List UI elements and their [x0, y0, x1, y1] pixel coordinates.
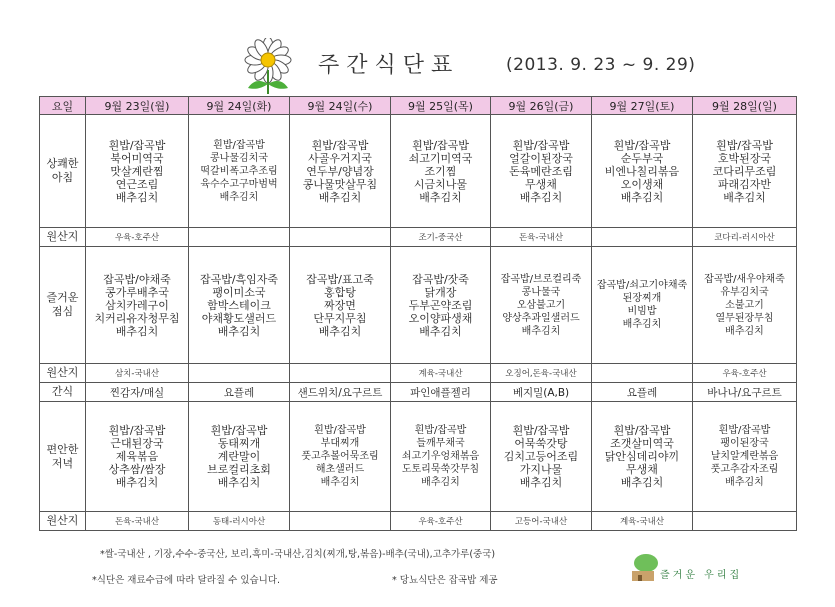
menu-item: 잡곡밥/쇠고기야채죽	[596, 280, 688, 291]
origin-cell: 고등어-국내산	[491, 512, 592, 531]
snack-cell: 베지밀(A,B)	[491, 383, 592, 402]
menu-item: 짜장면	[324, 298, 356, 312]
weekly-menu-table	[39, 96, 797, 531]
menu-item: 오이양파생채	[408, 311, 473, 325]
menu-item: 야채황도샐러드	[201, 311, 277, 325]
menu-item: 닭안심데리야끼	[604, 450, 680, 463]
breakfast-label: 상쾌한 아침	[40, 115, 86, 228]
breakfast-cell	[592, 115, 693, 228]
menu-item: 코다리무조림	[712, 164, 777, 178]
menu-item: 부대찌개	[320, 438, 360, 449]
menu-item: 가지나물	[519, 463, 563, 476]
breakfast-origin-row	[40, 228, 797, 247]
origin-cell: 우육-호주산	[693, 364, 797, 383]
menu-item: 흰밥/잡곡밥	[213, 139, 265, 151]
origin-cell: 우육-호주산	[391, 512, 491, 531]
menu-item: 배추김치	[620, 190, 664, 204]
menu-item: 무생채	[626, 463, 658, 476]
menu-item: 해초샐러드	[315, 464, 365, 475]
menu-item: 동태찌개	[217, 437, 261, 450]
day-header: 9월 25일(목)	[391, 97, 491, 115]
dinner-cell	[693, 402, 797, 512]
lunch-cell	[491, 247, 592, 364]
menu-item: 날치알계란볶음	[710, 451, 779, 462]
snack-cell: 찐감자/매실	[86, 383, 189, 402]
menu-item: 콩나물김치국	[210, 152, 268, 164]
menu-item: 잡곡밥/흑임자죽	[199, 272, 279, 286]
menu-item: 잡곡밥/새우야채죽	[704, 273, 785, 285]
snack-cell: 파인애플젤리	[391, 383, 491, 402]
menu-item: 비빔밥	[627, 306, 657, 317]
menu-item: 오이생채	[620, 177, 664, 191]
menu-item: 순두부국	[620, 151, 664, 165]
snack-cell: 요플레	[189, 383, 290, 402]
menu-item: 콩가루배추국	[105, 285, 169, 299]
menu-item: 계란말이	[217, 450, 261, 463]
menu-item: 흰밥/잡곡밥	[414, 425, 467, 436]
menu-item: 조기찜	[424, 164, 457, 178]
day-header: 9월 27일(토)	[592, 97, 693, 115]
lunch-origin-row	[40, 364, 797, 383]
menu-item: 배추김치	[521, 325, 561, 337]
origin-cell: 계육-국내산	[391, 364, 491, 383]
menu-item: 배추김치	[419, 190, 462, 204]
menu-item: 쇠고기미역국	[408, 151, 473, 165]
menu-item: 배추김치	[519, 476, 563, 489]
flower-icon	[228, 38, 308, 94]
menu-item: 사골우거지국	[308, 151, 372, 165]
menu-item: 파래김자반	[717, 177, 772, 191]
menu-item: 쇠고기우엉채볶음	[401, 451, 480, 462]
lunch-cell	[290, 247, 391, 364]
menu-item: 배추김치	[217, 324, 261, 338]
menu-item: 닭개장	[424, 285, 457, 299]
origin-cell: 코다리-러시아산	[693, 228, 797, 247]
menu-item: 잡곡밥/브로컬리죽	[500, 273, 582, 285]
snack-cell: 바나나/요구르트	[693, 383, 797, 402]
origin-cell: 돈육-국내산	[86, 512, 189, 531]
menu-item: 얼갈이된장국	[509, 151, 573, 165]
lunch-cell	[693, 247, 797, 364]
menu-item: 떡갈비폭고추조림	[200, 165, 278, 177]
snack-cell: 샌드위치/요구르트	[290, 383, 391, 402]
menu-item: 팽이된장국	[720, 438, 769, 449]
menu-item: 흰밥/잡곡밥	[613, 138, 671, 152]
diabetes-note: * 당뇨식단은 잡곡밥 제공	[392, 575, 498, 586]
day-header: 9월 28일(일)	[693, 97, 797, 115]
menu-item: 브로컬리초회	[207, 463, 271, 476]
menu-item: 상추쌈/쌈장	[108, 463, 166, 476]
menu-item: 맛살계란찜	[110, 164, 164, 178]
lunch-label: 즐거운 점심	[40, 247, 86, 364]
origin-cell: 돈육-국내산	[491, 228, 592, 247]
menu-item: 열무된장무침	[715, 312, 774, 324]
day-header: 9월 26일(금)	[491, 97, 592, 115]
menu-item: 배추김치	[421, 477, 460, 488]
breakfast-cell	[693, 115, 797, 228]
menu-item: 잡곡밥/표고죽	[306, 272, 374, 286]
origin-cell: 오징어,돈육-국내산	[491, 364, 592, 383]
menu-item: 배추김치	[217, 476, 261, 489]
menu-item: 배추김치	[219, 191, 259, 203]
menu-item: 흰밥/잡곡밥	[512, 424, 570, 437]
menu-item: 들깨무채국	[416, 438, 465, 449]
menu-item: 유부김치국	[720, 286, 769, 298]
menu-item: 호박된장국	[717, 151, 772, 165]
header-label: 요일	[40, 97, 86, 115]
menu-item: 홍합탕	[324, 285, 356, 299]
menu-item: 제육볶음	[115, 450, 159, 463]
breakfast-cell	[391, 115, 491, 228]
menu-item: 시금치나물	[413, 177, 468, 191]
menu-item: 배추김치	[725, 477, 764, 488]
origin-cell: 우육-호주산	[86, 228, 189, 247]
origin-cell: 삼치-국내산	[86, 364, 189, 383]
menu-item: 배추김치	[115, 324, 159, 338]
menu-item: 근대된장국	[110, 437, 164, 450]
snack-label: 간식	[40, 383, 86, 402]
menu-item: 배추김치	[320, 477, 360, 488]
menu-item: 배추김치	[519, 190, 563, 204]
menu-item: 흰밥/잡곡밥	[311, 138, 369, 152]
menu-item: 잡곡밥/잣죽	[412, 272, 469, 286]
menu-item: 배추김치	[622, 319, 662, 330]
dinner-origin-row	[40, 512, 797, 531]
page-title: 주간식단표	[318, 53, 460, 78]
menu-item: 어묵쑥갓탕	[514, 437, 568, 450]
date-range: (2013. 9. 23 ~ 9. 29)	[506, 55, 696, 75]
menu-item: 조갯살미역국	[610, 437, 674, 450]
snack-row	[40, 383, 797, 402]
menu-item: 배추김치	[419, 324, 462, 338]
origin-cell: 동태-러시아산	[189, 512, 290, 531]
menu-item: 배추김치	[723, 190, 766, 204]
origin-cell	[592, 364, 693, 383]
lunch-cell	[592, 247, 693, 364]
day-header: 9월 23일(월)	[86, 97, 189, 115]
origin-cell	[290, 364, 391, 383]
origin-cell: 조기-중국산	[391, 228, 491, 247]
logo-text: 즐거운 우리집	[660, 570, 743, 581]
breakfast-cell	[189, 115, 290, 228]
breakfast-cell	[290, 115, 391, 228]
dinner-cell	[189, 402, 290, 512]
lunch-row	[40, 247, 797, 364]
menu-item: 흰밥/잡곡밥	[108, 424, 166, 437]
menu-item: 돈육메란조림	[509, 164, 573, 178]
menu-item: 단무지무침	[313, 311, 367, 325]
menu-item: 흰밥/잡곡밥	[512, 138, 570, 152]
menu-item: 배추김치	[318, 190, 362, 204]
dinner-cell	[290, 402, 391, 512]
dinner-cell	[391, 402, 491, 512]
menu-item: 무생채	[525, 177, 557, 191]
lunch-cell	[391, 247, 491, 364]
menu-item: 양상추과일샐러드	[502, 312, 580, 324]
origin-cell	[189, 364, 290, 383]
menu-item: 흰밥/잡곡밥	[718, 425, 771, 436]
origin-label: 원산지	[40, 512, 86, 531]
dinner-cell	[86, 402, 189, 512]
menu-item: 배추김치	[725, 325, 764, 337]
breakfast-cell	[491, 115, 592, 228]
menu-item: 오삼불고기	[516, 299, 566, 311]
menu-item: 삼치카레구이	[105, 298, 169, 312]
origins-note: *쌀-국내산 , 기장,수수-중국산, 보리,흑미-국내산,김치(찌개,탕,볶음)-배추(국내),고추가루(중국)	[100, 549, 496, 560]
menu-item: 흰밥/잡곡밥	[613, 424, 671, 437]
menu-item: 배추김치	[115, 476, 159, 489]
menu-item: 배추김치	[620, 476, 664, 489]
menu-item: 연근조림	[115, 177, 159, 191]
dinner-row	[40, 402, 797, 512]
menu-item: 콩나물국	[521, 286, 561, 298]
snack-cell: 요플레	[592, 383, 693, 402]
menu-item: 풋고추볼어묵조림	[301, 451, 379, 462]
menu-item: 잡곡밥/야채죽	[103, 272, 171, 286]
menu-item: 김치고등어조림	[503, 450, 579, 463]
origin-cell: 계육-국내산	[592, 512, 693, 531]
menu-item: 배추김치	[115, 190, 159, 204]
breakfast-row	[40, 115, 797, 228]
dinner-cell	[592, 402, 693, 512]
menu-item: 콩나물맛살무침	[302, 177, 378, 191]
day-header: 9월 24일(수)	[290, 97, 391, 115]
menu-item: 도토리묵쑥갓무침	[401, 464, 480, 475]
dinner-label: 편안한 저녁	[40, 402, 86, 512]
menu-item: 흰밥/잡곡밥	[716, 138, 773, 152]
breakfast-cell	[86, 115, 189, 228]
dinner-cell	[491, 402, 592, 512]
day-header: 9월 24일(화)	[189, 97, 290, 115]
menu-item: 소불고기	[725, 299, 764, 311]
origin-cell	[693, 512, 797, 531]
menu-item: 연두부/양념장	[306, 164, 374, 178]
menu-item: 배추김치	[318, 324, 362, 338]
origin-label: 원산지	[40, 364, 86, 383]
menu-item: 육수수고구마범벅	[200, 178, 278, 190]
menu-item: 치커리유자청무침	[94, 311, 180, 325]
origin-cell	[290, 512, 391, 531]
menu-item: 두부곤약조림	[408, 298, 473, 312]
origin-cell	[189, 228, 290, 247]
menu-item: 흰밥/잡곡밥	[210, 424, 268, 437]
title-area	[0, 0, 835, 96]
menu-item: 풋고추감자조림	[710, 464, 779, 475]
menu-item: 함박스테이크	[207, 298, 271, 312]
lunch-cell	[86, 247, 189, 364]
header-row	[40, 97, 797, 115]
lunch-cell	[189, 247, 290, 364]
menu-item: 북어미역국	[110, 151, 164, 165]
origin-cell	[290, 228, 391, 247]
menu-item: 된장찌개	[622, 293, 662, 304]
supply-note: *식단은 재료수급에 따라 달라질 수 있습니다.	[92, 575, 281, 586]
menu-item: 흰밥/잡곡밥	[314, 425, 366, 436]
menu-item: 팽이미소국	[212, 285, 266, 299]
menu-item: 흰밥/잡곡밥	[412, 138, 469, 152]
origin-cell	[592, 228, 693, 247]
menu-item: 흰밥/잡곡밥	[108, 138, 166, 152]
menu-item: 비엔나칠리볶음	[604, 164, 680, 178]
origin-label: 원산지	[40, 228, 86, 247]
